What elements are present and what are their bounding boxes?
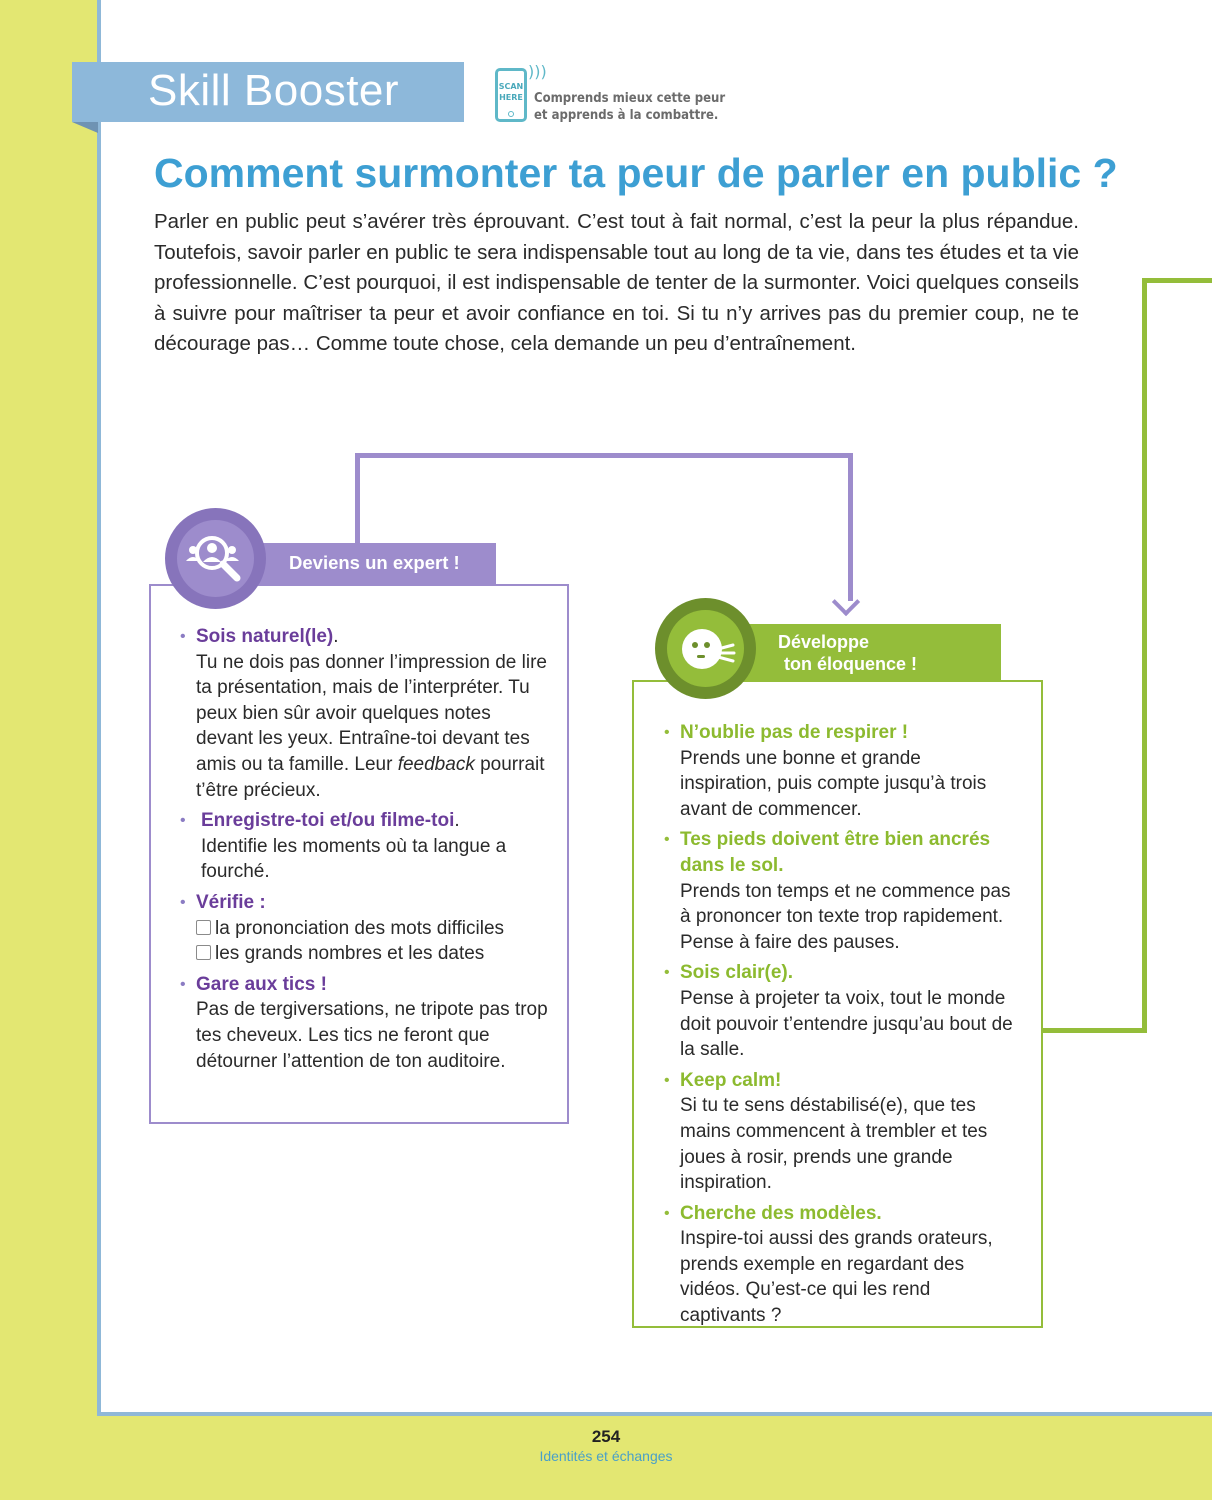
tip-body: Pense à projeter ta voix, tout le monde doit pouvoir t’entendre jusqu’au bout de la salle. (680, 987, 1013, 1061)
bullet-icon: • (664, 964, 670, 982)
tip-heading (196, 624, 550, 650)
tip-heading: Keep calm! (680, 1069, 782, 1091)
bullet-icon: • (664, 1071, 670, 1089)
checklist-item (196, 916, 550, 942)
tip-heading: Vérifie : (196, 891, 266, 913)
bullet-icon: • (180, 812, 186, 830)
checkbox[interactable] (196, 920, 211, 935)
tip-body: Si tu te sens déstabilisé(e), que tes mains commencent à trembler et tes joues à rosir, prends une grande inspiration. (680, 1095, 988, 1194)
list-item (664, 1068, 1014, 1196)
expert-tab-label: Deviens un expert ! (289, 552, 460, 573)
eloquence-tab-label (778, 631, 978, 675)
speaking-face-icon (678, 624, 738, 674)
checklist-item-label: la prononciation des mots difficiles (215, 917, 505, 939)
bullet-icon: • (664, 724, 670, 741)
tip-body-part-1: Tu ne dois pas donner l’impression de lire ta présentation, mais de l’interpréter. Tu peux bien sûr avoir quelques notes devant les yeux. Entraîne-toi devant tes amis ou ta famille. Leur (196, 651, 547, 775)
list-item (664, 960, 1014, 1062)
tip-heading-text: Sois naturel(le) (196, 626, 334, 647)
tip-heading (201, 808, 550, 834)
tip-heading: Cherche des modèles. (680, 1202, 882, 1224)
bullet-icon: • (180, 893, 186, 911)
banner-title: Skill Booster (148, 66, 400, 115)
bullet-icon: • (180, 975, 186, 993)
scan-caption (534, 90, 734, 124)
tip-heading: N’oublie pas de respirer ! (680, 722, 909, 743)
eloquence-tab-label-line-2: ton éloquence ! (784, 654, 918, 674)
purple-connector-top (355, 453, 853, 458)
bullet-icon: • (664, 831, 670, 849)
bullet-icon: • (664, 1204, 670, 1222)
scan-label (498, 81, 524, 103)
checklist-item-label: les grands nombres et les dates (215, 943, 485, 965)
page-number: 254 (591, 1427, 621, 1446)
checkbox[interactable] (196, 945, 211, 960)
scan-label-line-1: SCAN (498, 82, 524, 91)
book-title: Identités et échanges (539, 1448, 673, 1464)
tip-heading-suffix: . (333, 626, 339, 647)
green-connector-vertical (1142, 278, 1147, 1033)
list-item (180, 890, 550, 967)
tip-heading: Tes pieds doivent être bien ancrés dans le sol. (680, 829, 991, 876)
scan-phone-icon[interactable] (495, 68, 527, 122)
tip-heading: Gare aux tics ! (196, 973, 327, 995)
signal-waves-icon: ))) (528, 62, 547, 81)
purple-connector-left (355, 453, 360, 545)
eloquence-tab-label-line-1: Développe (778, 632, 870, 652)
tip-body: Inspire-toi aussi des grands orateurs, prends exemple en regardant des vidéos. Qu’est-ce qui les rend captivants ? (680, 1228, 993, 1327)
tip-body (196, 650, 550, 804)
bullet-icon: • (180, 628, 186, 645)
phone-button-icon (508, 111, 514, 117)
tip-heading-suffix: . (454, 810, 460, 832)
tip-body-part-2: pourrait t’être précieux. (196, 753, 545, 801)
purple-connector-right (848, 453, 853, 601)
tip-body: Prends une bonne et grande inspiration, puis compte jusqu’à trois avant de commencer. (680, 747, 987, 820)
list-item (180, 972, 550, 1074)
scan-label-line-2: HERE (499, 93, 523, 102)
scan-caption-line-1: Comprends mieux cette peur (534, 91, 726, 106)
tip-body-emphasis: feedback (397, 753, 475, 775)
expert-tips-list (180, 624, 550, 1079)
tip-heading: Sois clair(e). (680, 962, 793, 984)
green-connector-top (1142, 278, 1212, 283)
list-item (664, 720, 1014, 822)
tip-body: Prends ton temps et ne commence pas à prononcer ton texte trop rapidement. Pense à faire des pauses. (680, 880, 1011, 953)
checklist-item (196, 941, 550, 967)
list-item (664, 827, 1014, 955)
banner-fold (72, 122, 98, 133)
list-item (180, 808, 550, 885)
magnifier-people-icon (185, 528, 247, 590)
green-connector-bottom (1040, 1028, 1147, 1033)
intro-paragraph: Parler en public peut s’avérer très éprouvant. C’est tout à fait normal, c’est la peur la plus répandue. Toutefois, savoir parler en public te sera indispensable tout au long de ta vie, dans tes études et ta vie professionnelle. C’est pourquoi, il est indispensable de tenter de la surmonter. Voici quelques conseils à suivre pour maîtriser ta peur et avoir confiance en toi. Si tu n’y arrives pas du premier coup, ne te décourage pas… Comme toute chose, cela demande un peu d’entraînement. (154, 210, 1079, 356)
scan-caption-line-2: et apprends à la combattre. (534, 108, 719, 123)
list-item (664, 1201, 1014, 1329)
tip-heading-text: Enregistre-toi et/ou filme-toi (201, 810, 455, 832)
page-title: Comment surmonter ta peur de parler en public ? (154, 150, 1118, 196)
list-item (180, 624, 550, 803)
tip-body: Pas de tergiversations, ne tripote pas trop tes cheveux. Les tics ne feront que détourner l’attention de ton auditoire. (196, 999, 548, 1072)
tip-body: Identifie les moments où ta langue a fourché. (201, 835, 507, 883)
eloquence-tips-list (664, 720, 1014, 1334)
